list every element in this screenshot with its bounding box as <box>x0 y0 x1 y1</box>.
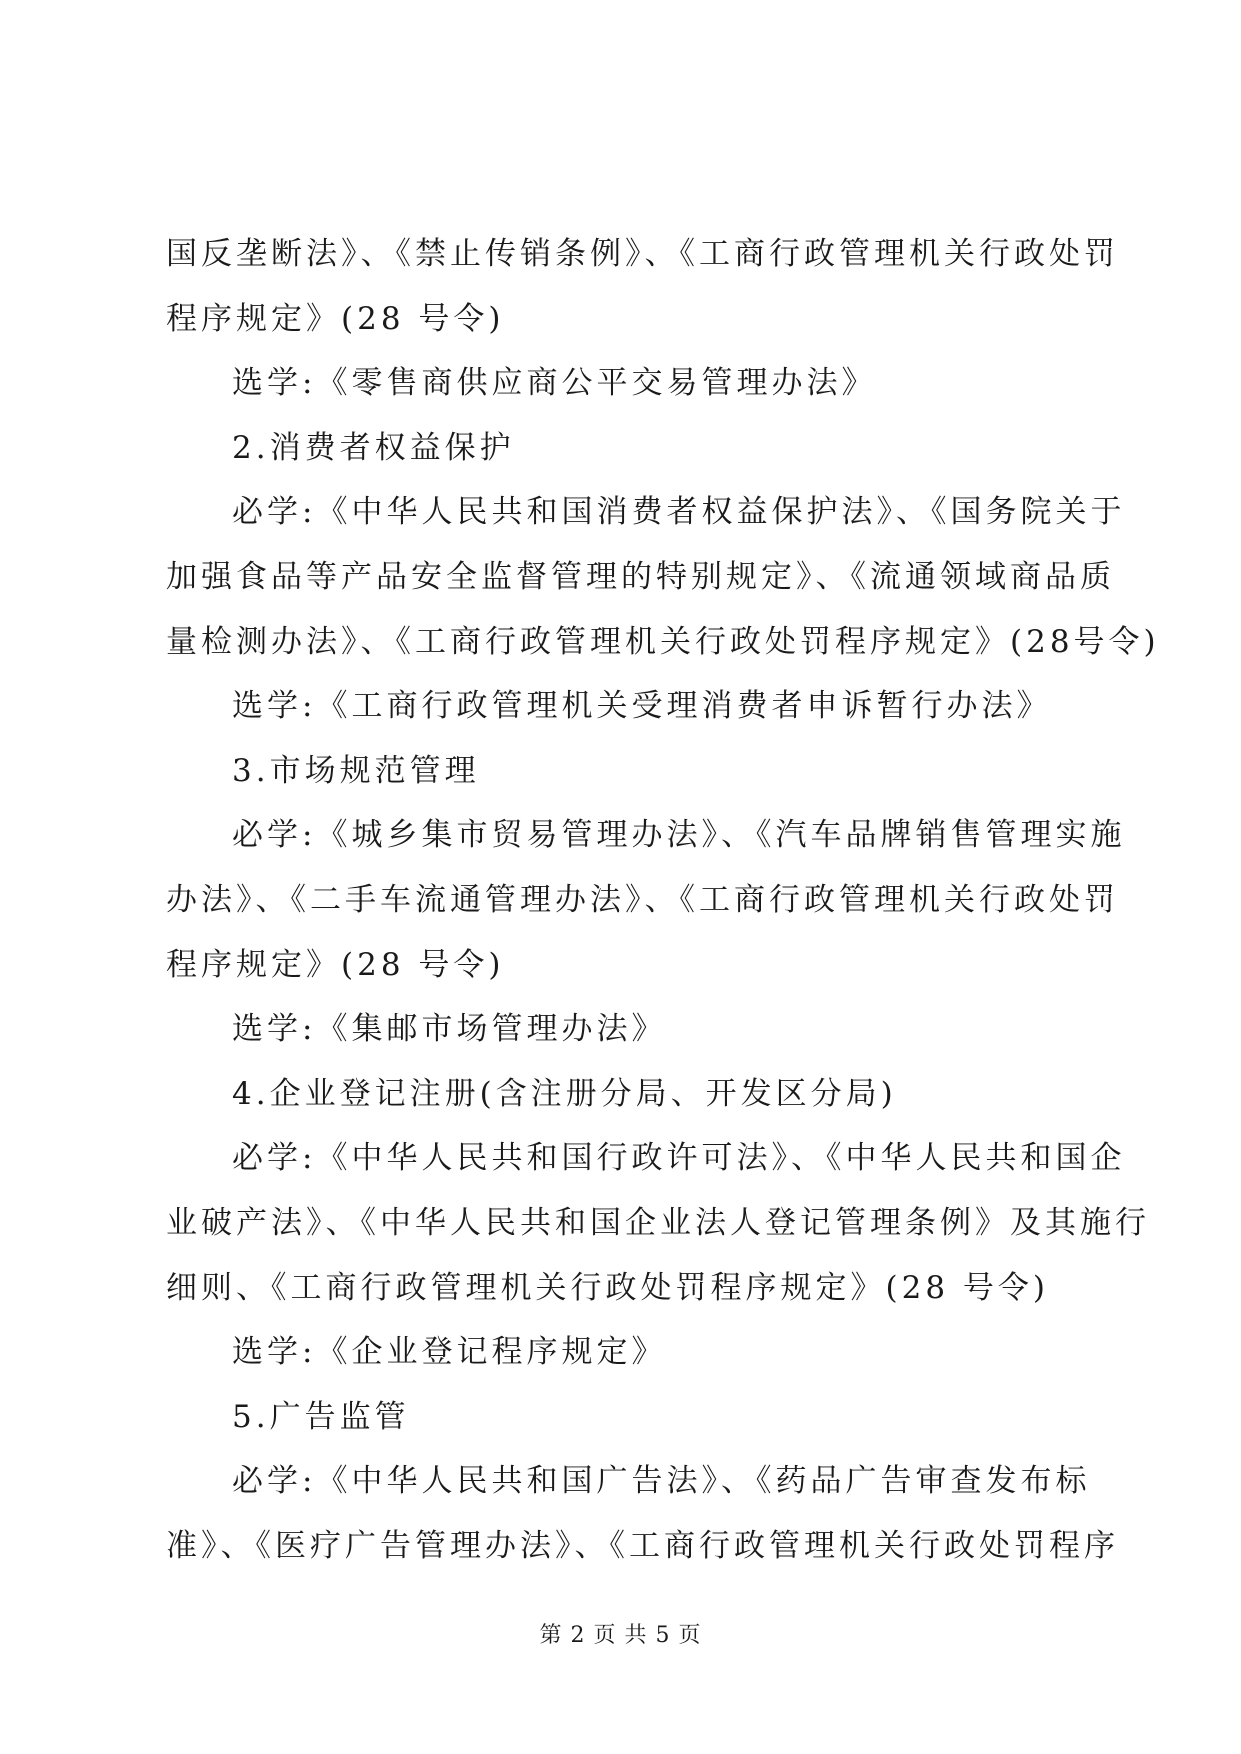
body-line: 程序规定》(28 号令) <box>166 300 505 337</box>
body-line: 程序规定》(28 号令) <box>166 946 505 983</box>
body-line: 必学:《中华人民共和国消费者权益保护法》、《国务院关于 <box>232 494 1126 531</box>
body-line: 准》、《医疗广告管理办法》、《工商行政管理机关行政处罚程序 <box>166 1527 1119 1564</box>
body-line: 选学:《零售商供应商公平交易管理办法》 <box>232 365 877 402</box>
section-heading: 3.市场规范管理 <box>232 752 480 789</box>
section-heading: 5.广告监管 <box>232 1398 410 1435</box>
body-line: 加强食品等产品安全监督管理的特别规定》、《流通领域商品质 <box>166 558 1115 595</box>
body-line: 选学:《集邮市场管理办法》 <box>232 1011 667 1048</box>
body-line: 量检测办法》、《工商行政管理机关行政处罚程序规定》(28号令) <box>166 623 1160 660</box>
body-line: 必学:《中华人民共和国广告法》、《药品广告审查发布标 <box>232 1463 1091 1500</box>
body-line: 办法》、《二手车流通管理办法》、《工商行政管理机关行政处罚 <box>166 881 1119 918</box>
body-line: 选学:《企业登记程序规定》 <box>232 1334 667 1371</box>
body-line: 国反垄断法》、《禁止传销条例》、《工商行政管理机关行政处罚 <box>166 236 1119 272</box>
section-heading: 2.消费者权益保护 <box>232 429 515 466</box>
document-body <box>166 222 1160 1578</box>
page-number: 第 2 页 共 5 页 <box>539 1623 702 1648</box>
body-line: 业破产法》、《中华人民共和国企业法人登记管理条例》及其施行 <box>166 1204 1150 1241</box>
body-line: 细则、《工商行政管理机关行政处罚程序规定》(28 号令) <box>166 1269 1049 1306</box>
body-line: 必学:《城乡集市贸易管理办法》、《汽车品牌销售管理实施 <box>232 817 1126 854</box>
section-heading: 4.企业登记注册(含注册分局、开发区分局) <box>232 1075 897 1112</box>
body-line: 选学:《工商行政管理机关受理消费者申诉暂行办法》 <box>232 688 1052 725</box>
page-footer <box>0 1618 1241 1649</box>
body-line: 必学:《中华人民共和国行政许可法》、《中华人民共和国企 <box>232 1140 1126 1177</box>
